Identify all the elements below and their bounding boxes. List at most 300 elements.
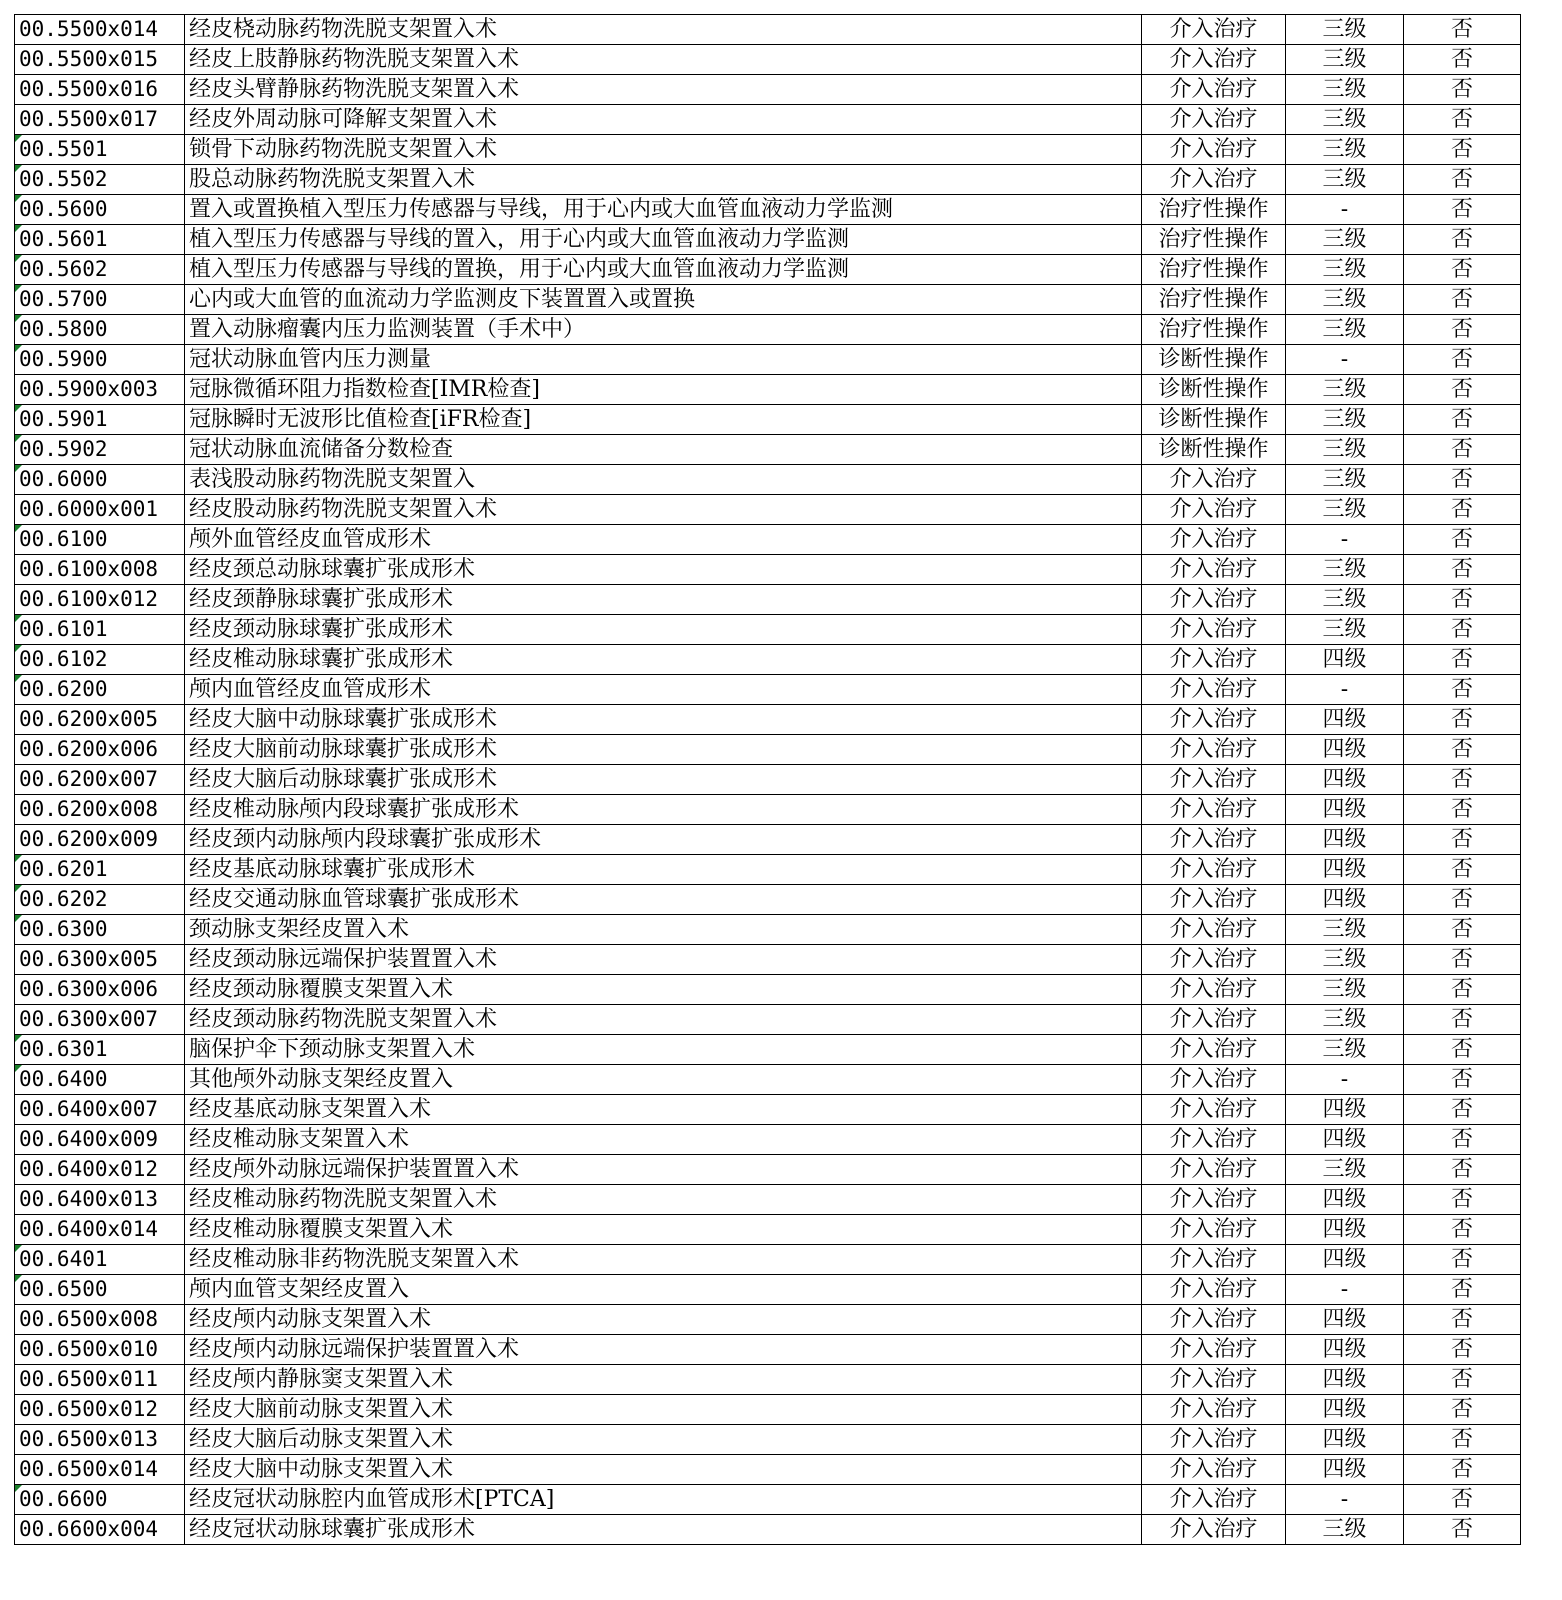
- table-row: [15, 675, 1521, 705]
- table-row: [15, 255, 1521, 285]
- procedure-level-cell[interactable]: 三级: [1286, 135, 1404, 165]
- procedure-level-cell[interactable]: 三级: [1286, 45, 1404, 75]
- procedure-code-cell[interactable]: 00.6300x006: [15, 975, 185, 1005]
- procedure-name-cell[interactable]: 经皮大脑前动脉支架置入术: [185, 1395, 1142, 1425]
- procedure-flag-cell[interactable]: 否: [1404, 15, 1521, 45]
- procedure-flag-cell[interactable]: 否: [1404, 1365, 1521, 1395]
- procedure-category-cell[interactable]: 介入治疗: [1142, 1395, 1286, 1425]
- procedure-name-cell[interactable]: 颅外血管经皮血管成形术: [185, 525, 1142, 555]
- procedure-flag-cell[interactable]: 否: [1404, 1215, 1521, 1245]
- procedure-flag-cell[interactable]: 否: [1404, 45, 1521, 75]
- procedure-code-cell[interactable]: 00.6400x013: [15, 1185, 185, 1215]
- procedure-level-cell[interactable]: 三级: [1286, 315, 1404, 345]
- procedure-flag-cell[interactable]: 否: [1404, 405, 1521, 435]
- procedure-name-cell[interactable]: 经皮股动脉药物洗脱支架置入术: [185, 495, 1142, 525]
- procedure-name-cell[interactable]: 置入动脉瘤囊内压力监测装置（手术中）: [185, 315, 1142, 345]
- procedure-code-cell[interactable]: 00.6200x006: [15, 735, 185, 765]
- table-row: [15, 1305, 1521, 1335]
- procedure-flag-cell[interactable]: 否: [1404, 1185, 1521, 1215]
- procedure-name-cell[interactable]: 冠状动脉血管内压力测量: [185, 345, 1142, 375]
- procedure-code-cell[interactable]: 00.6200x008: [15, 795, 185, 825]
- procedure-level-cell[interactable]: 四级: [1286, 1335, 1404, 1365]
- procedure-level-cell[interactable]: 四级: [1286, 825, 1404, 855]
- procedure-flag-cell[interactable]: 否: [1404, 1335, 1521, 1365]
- table-row: [15, 855, 1521, 885]
- procedure-category-cell[interactable]: 介入治疗: [1142, 855, 1286, 885]
- procedure-name-cell[interactable]: 经皮椎动脉支架置入术: [185, 1125, 1142, 1155]
- procedure-code-cell[interactable]: 00.6500x010: [15, 1335, 185, 1365]
- procedure-level-cell[interactable]: 三级: [1286, 75, 1404, 105]
- procedure-category-cell[interactable]: 诊断性操作: [1142, 375, 1286, 405]
- procedure-code-cell[interactable]: 00.5500x017: [15, 105, 185, 135]
- procedure-code-cell[interactable]: 00.5500x016: [15, 75, 185, 105]
- procedure-flag-cell[interactable]: 否: [1404, 855, 1521, 885]
- procedure-flag-cell[interactable]: 否: [1404, 1035, 1521, 1065]
- procedure-level-cell[interactable]: 三级: [1286, 1155, 1404, 1185]
- procedure-code-cell[interactable]: 00.6101: [15, 615, 185, 645]
- procedure-category-cell[interactable]: 介入治疗: [1142, 1425, 1286, 1455]
- procedure-level-cell[interactable]: 四级: [1286, 1095, 1404, 1125]
- procedure-category-cell[interactable]: 介入治疗: [1142, 765, 1286, 795]
- procedure-code-cell[interactable]: 00.6500: [15, 1275, 185, 1305]
- procedure-category-cell[interactable]: 介入治疗: [1142, 675, 1286, 705]
- table-row: [15, 1125, 1521, 1155]
- procedure-code-cell[interactable]: 00.6200x005: [15, 705, 185, 735]
- procedure-name-cell[interactable]: 经皮颈内动脉颅内段球囊扩张成形术: [185, 825, 1142, 855]
- procedure-category-cell[interactable]: 介入治疗: [1142, 1125, 1286, 1155]
- procedure-name-cell[interactable]: 经皮椎动脉球囊扩张成形术: [185, 645, 1142, 675]
- procedure-category-cell[interactable]: 介入治疗: [1142, 465, 1286, 495]
- procedure-category-cell[interactable]: 治疗性操作: [1142, 315, 1286, 345]
- procedure-level-cell[interactable]: 四级: [1286, 1215, 1404, 1245]
- procedure-code-cell[interactable]: 00.5900x003: [15, 375, 185, 405]
- procedure-flag-cell[interactable]: 否: [1404, 645, 1521, 675]
- procedure-flag-cell[interactable]: 否: [1404, 135, 1521, 165]
- procedure-category-cell[interactable]: 介入治疗: [1142, 525, 1286, 555]
- procedure-category-cell[interactable]: 介入治疗: [1142, 1185, 1286, 1215]
- procedure-name-cell[interactable]: 置入或置换植入型压力传感器与导线，用于心内或大血管血液动力学监测: [185, 195, 1142, 225]
- procedure-code-cell[interactable]: 00.6500x008: [15, 1305, 185, 1335]
- procedure-code-cell[interactable]: 00.6400x012: [15, 1155, 185, 1185]
- procedure-name-cell[interactable]: 脑保护伞下颈动脉支架置入术: [185, 1035, 1142, 1065]
- procedure-name-cell[interactable]: 经皮大脑中动脉球囊扩张成形术: [185, 705, 1142, 735]
- procedure-code-cell[interactable]: 00.5902: [15, 435, 185, 465]
- procedure-category-cell[interactable]: 介入治疗: [1142, 1155, 1286, 1185]
- procedure-code-cell[interactable]: 00.6100: [15, 525, 185, 555]
- procedure-level-cell[interactable]: 四级: [1286, 1125, 1404, 1155]
- procedure-level-cell[interactable]: 三级: [1286, 615, 1404, 645]
- procedure-code-cell[interactable]: 00.5901: [15, 405, 185, 435]
- procedure-code-cell[interactable]: 00.6500x014: [15, 1455, 185, 1485]
- procedure-level-cell[interactable]: 三级: [1286, 15, 1404, 45]
- procedure-flag-cell[interactable]: 否: [1404, 1245, 1521, 1275]
- procedure-flag-cell[interactable]: 否: [1404, 345, 1521, 375]
- procedure-category-cell[interactable]: 介入治疗: [1142, 735, 1286, 765]
- procedure-level-cell[interactable]: 三级: [1286, 945, 1404, 975]
- table-row: [15, 1425, 1521, 1455]
- procedure-flag-cell[interactable]: 否: [1404, 885, 1521, 915]
- procedure-flag-cell[interactable]: 否: [1404, 75, 1521, 105]
- procedure-flag-cell[interactable]: 否: [1404, 255, 1521, 285]
- procedure-name-cell[interactable]: 经皮椎动脉非药物洗脱支架置入术: [185, 1245, 1142, 1275]
- table-row: [15, 435, 1521, 465]
- procedure-code-cell[interactable]: 00.6500x013: [15, 1425, 185, 1455]
- procedure-flag-cell[interactable]: 否: [1404, 315, 1521, 345]
- procedure-level-cell[interactable]: 三级: [1286, 285, 1404, 315]
- procedure-level-cell[interactable]: 三级: [1286, 915, 1404, 945]
- procedure-code-cell[interactable]: 00.5700: [15, 285, 185, 315]
- procedure-name-cell[interactable]: 经皮上肢静脉药物洗脱支架置入术: [185, 45, 1142, 75]
- table-row: [15, 45, 1521, 75]
- procedure-category-cell[interactable]: 介入治疗: [1142, 1515, 1286, 1545]
- procedure-name-cell[interactable]: 经皮颅内静脉窦支架置入术: [185, 1365, 1142, 1395]
- procedure-flag-cell[interactable]: 否: [1404, 1305, 1521, 1335]
- procedure-level-cell[interactable]: -: [1286, 525, 1404, 555]
- table-row: [15, 735, 1521, 765]
- procedure-level-cell[interactable]: 三级: [1286, 165, 1404, 195]
- procedure-flag-cell[interactable]: 否: [1404, 195, 1521, 225]
- procedure-name-cell[interactable]: 经皮交通动脉血管球囊扩张成形术: [185, 885, 1142, 915]
- procedure-category-cell[interactable]: 介入治疗: [1142, 585, 1286, 615]
- procedure-flag-cell[interactable]: 否: [1404, 1275, 1521, 1305]
- procedure-flag-cell[interactable]: 否: [1404, 615, 1521, 645]
- procedure-name-cell[interactable]: 经皮基底动脉球囊扩张成形术: [185, 855, 1142, 885]
- procedure-category-cell[interactable]: 介入治疗: [1142, 945, 1286, 975]
- procedure-code-cell[interactable]: 00.5602: [15, 255, 185, 285]
- procedure-category-cell[interactable]: 介入治疗: [1142, 1065, 1286, 1095]
- procedure-level-cell[interactable]: 三级: [1286, 465, 1404, 495]
- procedure-name-cell[interactable]: 经皮头臂静脉药物洗脱支架置入术: [185, 75, 1142, 105]
- procedure-name-cell[interactable]: 经皮桡动脉药物洗脱支架置入术: [185, 15, 1142, 45]
- procedure-flag-cell[interactable]: 否: [1404, 285, 1521, 315]
- procedure-name-cell[interactable]: 冠脉微循环阻力指数检查[IMR检查]: [185, 375, 1142, 405]
- procedure-level-cell[interactable]: 四级: [1286, 855, 1404, 885]
- table-row: [15, 825, 1521, 855]
- procedure-name-cell[interactable]: 经皮颈动脉远端保护装置置入术: [185, 945, 1142, 975]
- procedure-name-cell[interactable]: 颅内血管支架经皮置入: [185, 1275, 1142, 1305]
- procedure-name-cell[interactable]: 经皮颈动脉球囊扩张成形术: [185, 615, 1142, 645]
- procedure-level-cell[interactable]: 三级: [1286, 225, 1404, 255]
- procedure-name-cell[interactable]: 股总动脉药物洗脱支架置入术: [185, 165, 1142, 195]
- table-row: [15, 315, 1521, 345]
- procedure-level-cell[interactable]: 三级: [1286, 975, 1404, 1005]
- procedure-level-cell[interactable]: 三级: [1286, 375, 1404, 405]
- procedure-flag-cell[interactable]: 否: [1404, 585, 1521, 615]
- procedure-name-cell[interactable]: 植入型压力传感器与导线的置入，用于心内或大血管血液动力学监测: [185, 225, 1142, 255]
- table-row: [15, 465, 1521, 495]
- table-row: [15, 645, 1521, 675]
- table-row: [15, 915, 1521, 945]
- procedure-name-cell[interactable]: 颈动脉支架经皮置入术: [185, 915, 1142, 945]
- procedure-code-cell[interactable]: 00.5900: [15, 345, 185, 375]
- table-row: [15, 1455, 1521, 1485]
- procedure-level-cell[interactable]: -: [1286, 1485, 1404, 1515]
- procedure-code-cell[interactable]: 00.5600: [15, 195, 185, 225]
- procedure-category-cell[interactable]: 介入治疗: [1142, 1455, 1286, 1485]
- table-row: [15, 945, 1521, 975]
- procedure-code-cell[interactable]: 00.6102: [15, 645, 185, 675]
- procedure-code-cell[interactable]: 00.6200x009: [15, 825, 185, 855]
- procedure-flag-cell[interactable]: 否: [1404, 495, 1521, 525]
- procedure-flag-cell[interactable]: 否: [1404, 945, 1521, 975]
- procedure-category-cell[interactable]: 介入治疗: [1142, 495, 1286, 525]
- table-row: [15, 135, 1521, 165]
- procedure-level-cell[interactable]: 四级: [1286, 1395, 1404, 1425]
- table-row: [15, 525, 1521, 555]
- procedure-category-cell[interactable]: 介入治疗: [1142, 825, 1286, 855]
- procedure-flag-cell[interactable]: 否: [1404, 1485, 1521, 1515]
- procedure-code-cell[interactable]: 00.5502: [15, 165, 185, 195]
- procedure-name-cell[interactable]: 经皮大脑后动脉支架置入术: [185, 1425, 1142, 1455]
- procedure-category-cell[interactable]: 介入治疗: [1142, 1095, 1286, 1125]
- table-row: [15, 1485, 1521, 1515]
- procedure-name-cell[interactable]: 经皮颈动脉覆膜支架置入术: [185, 975, 1142, 1005]
- procedure-name-cell[interactable]: 经皮椎动脉药物洗脱支架置入术: [185, 1185, 1142, 1215]
- procedure-name-cell[interactable]: 经皮大脑前动脉球囊扩张成形术: [185, 735, 1142, 765]
- procedure-code-cell[interactable]: 00.6000x001: [15, 495, 185, 525]
- procedure-category-cell[interactable]: 介入治疗: [1142, 1365, 1286, 1395]
- procedure-flag-cell[interactable]: 否: [1404, 555, 1521, 585]
- procedure-level-cell[interactable]: 四级: [1286, 1305, 1404, 1335]
- procedure-category-cell[interactable]: 介入治疗: [1142, 1035, 1286, 1065]
- procedure-code-cell[interactable]: 00.6400x007: [15, 1095, 185, 1125]
- procedure-flag-cell[interactable]: 否: [1404, 675, 1521, 705]
- table-row: [15, 1335, 1521, 1365]
- procedure-level-cell[interactable]: 四级: [1286, 1245, 1404, 1275]
- procedure-level-cell[interactable]: 四级: [1286, 705, 1404, 735]
- table-row: [15, 1035, 1521, 1065]
- procedure-flag-cell[interactable]: 否: [1404, 435, 1521, 465]
- table-row: [15, 795, 1521, 825]
- procedure-name-cell[interactable]: 经皮颈静脉球囊扩张成形术: [185, 585, 1142, 615]
- table-row: [15, 1215, 1521, 1245]
- procedure-name-cell[interactable]: 经皮大脑后动脉球囊扩张成形术: [185, 765, 1142, 795]
- procedure-name-cell[interactable]: 心内或大血管的血流动力学监测皮下装置置入或置换: [185, 285, 1142, 315]
- table-row: [15, 105, 1521, 135]
- procedure-category-cell[interactable]: 诊断性操作: [1142, 435, 1286, 465]
- table-row: [15, 885, 1521, 915]
- procedure-category-cell[interactable]: 诊断性操作: [1142, 405, 1286, 435]
- procedure-code-cell[interactable]: 00.6400x009: [15, 1125, 185, 1155]
- procedure-level-cell[interactable]: 三级: [1286, 1515, 1404, 1545]
- table-row: [15, 1005, 1521, 1035]
- procedure-code-cell[interactable]: 00.5601: [15, 225, 185, 255]
- procedure-name-cell[interactable]: 经皮椎动脉颅内段球囊扩张成形术: [185, 795, 1142, 825]
- procedure-name-cell[interactable]: 冠状动脉血流储备分数检查: [185, 435, 1142, 465]
- procedure-code-cell[interactable]: 00.5500x014: [15, 15, 185, 45]
- procedure-flag-cell[interactable]: 否: [1404, 375, 1521, 405]
- procedure-category-cell[interactable]: 介入治疗: [1142, 615, 1286, 645]
- procedure-category-cell[interactable]: 介入治疗: [1142, 1485, 1286, 1515]
- procedure-flag-cell[interactable]: 否: [1404, 1455, 1521, 1485]
- procedure-category-cell[interactable]: 介入治疗: [1142, 795, 1286, 825]
- procedure-flag-cell[interactable]: 否: [1404, 1155, 1521, 1185]
- procedure-code-cell[interactable]: 00.6300: [15, 915, 185, 945]
- table-row: [15, 375, 1521, 405]
- table-row: [15, 1395, 1521, 1425]
- procedure-flag-cell[interactable]: 否: [1404, 105, 1521, 135]
- procedure-flag-cell[interactable]: 否: [1404, 1065, 1521, 1095]
- procedure-level-cell[interactable]: 四级: [1286, 1185, 1404, 1215]
- procedure-code-cell[interactable]: 00.6400x014: [15, 1215, 185, 1245]
- procedure-code-cell[interactable]: 00.6201: [15, 855, 185, 885]
- procedure-code-cell[interactable]: 00.6301: [15, 1035, 185, 1065]
- table-row: [15, 225, 1521, 255]
- procedure-flag-cell[interactable]: 否: [1404, 1425, 1521, 1455]
- procedure-code-cell[interactable]: 00.6100x008: [15, 555, 185, 585]
- procedure-flag-cell[interactable]: 否: [1404, 795, 1521, 825]
- procedure-category-cell[interactable]: 介入治疗: [1142, 555, 1286, 585]
- table-row: [15, 705, 1521, 735]
- procedure-code-cell[interactable]: 00.5501: [15, 135, 185, 165]
- procedure-name-cell[interactable]: 经皮颈总动脉球囊扩张成形术: [185, 555, 1142, 585]
- procedure-code-cell[interactable]: 00.6200x007: [15, 765, 185, 795]
- procedure-category-cell[interactable]: 介入治疗: [1142, 75, 1286, 105]
- procedure-category-cell[interactable]: 介入治疗: [1142, 45, 1286, 75]
- procedure-name-cell[interactable]: 经皮冠状动脉腔内血管成形术[PTCA]: [185, 1485, 1142, 1515]
- procedure-name-cell[interactable]: 经皮颅外动脉远端保护装置置入术: [185, 1155, 1142, 1185]
- procedure-flag-cell[interactable]: 否: [1404, 1395, 1521, 1425]
- table-row: [15, 15, 1521, 45]
- procedure-category-cell[interactable]: 介入治疗: [1142, 105, 1286, 135]
- procedure-code-cell[interactable]: 00.6400: [15, 1065, 185, 1095]
- table-row: [15, 1065, 1521, 1095]
- procedure-name-cell[interactable]: 经皮颅内动脉支架置入术: [185, 1305, 1142, 1335]
- procedure-level-cell[interactable]: 四级: [1286, 1425, 1404, 1455]
- procedure-name-cell[interactable]: 经皮颈动脉药物洗脱支架置入术: [185, 1005, 1142, 1035]
- table-row: [15, 1095, 1521, 1125]
- procedure-category-cell[interactable]: 介入治疗: [1142, 1275, 1286, 1305]
- procedure-level-cell[interactable]: 四级: [1286, 795, 1404, 825]
- table-row: [15, 495, 1521, 525]
- procedure-category-cell[interactable]: 介入治疗: [1142, 915, 1286, 945]
- procedure-name-cell[interactable]: 其他颅外动脉支架经皮置入: [185, 1065, 1142, 1095]
- procedure-level-cell[interactable]: 三级: [1286, 1035, 1404, 1065]
- procedure-flag-cell[interactable]: 否: [1404, 225, 1521, 255]
- procedure-level-cell[interactable]: -: [1286, 675, 1404, 705]
- procedure-flag-cell[interactable]: 否: [1404, 825, 1521, 855]
- procedure-category-cell[interactable]: 介入治疗: [1142, 1245, 1286, 1275]
- procedure-level-cell[interactable]: -: [1286, 195, 1404, 225]
- table-row: [15, 1185, 1521, 1215]
- table-row: [15, 285, 1521, 315]
- procedure-code-cell[interactable]: 00.6500x012: [15, 1395, 185, 1425]
- procedure-level-cell[interactable]: 三级: [1286, 105, 1404, 135]
- table-row: [15, 165, 1521, 195]
- procedure-flag-cell[interactable]: 否: [1404, 975, 1521, 1005]
- procedure-flag-cell[interactable]: 否: [1404, 765, 1521, 795]
- table-row: [15, 1155, 1521, 1185]
- procedure-level-cell[interactable]: 四级: [1286, 735, 1404, 765]
- procedure-level-cell[interactable]: 三级: [1286, 495, 1404, 525]
- procedure-flag-cell[interactable]: 否: [1404, 465, 1521, 495]
- procedure-code-cell[interactable]: 00.6401: [15, 1245, 185, 1275]
- procedure-name-cell[interactable]: 表浅股动脉药物洗脱支架置入: [185, 465, 1142, 495]
- procedure-name-cell[interactable]: 经皮基底动脉支架置入术: [185, 1095, 1142, 1125]
- procedure-name-cell[interactable]: 经皮椎动脉覆膜支架置入术: [185, 1215, 1142, 1245]
- procedure-level-cell[interactable]: 四级: [1286, 1455, 1404, 1485]
- procedure-category-cell[interactable]: 介入治疗: [1142, 975, 1286, 1005]
- procedure-category-cell[interactable]: 介入治疗: [1142, 1335, 1286, 1365]
- procedure-category-cell[interactable]: 介入治疗: [1142, 885, 1286, 915]
- procedure-level-cell[interactable]: 三级: [1286, 555, 1404, 585]
- procedure-name-cell[interactable]: 锁骨下动脉药物洗脱支架置入术: [185, 135, 1142, 165]
- procedure-category-cell[interactable]: 治疗性操作: [1142, 225, 1286, 255]
- procedure-code-cell[interactable]: 00.6300x007: [15, 1005, 185, 1035]
- procedure-flag-cell[interactable]: 否: [1404, 1005, 1521, 1035]
- procedure-level-cell[interactable]: 三级: [1286, 585, 1404, 615]
- procedure-flag-cell[interactable]: 否: [1404, 1095, 1521, 1125]
- procedure-code-cell[interactable]: 00.6600: [15, 1485, 185, 1515]
- table-row: [15, 1275, 1521, 1305]
- procedure-name-cell[interactable]: 颅内血管经皮血管成形术: [185, 675, 1142, 705]
- procedure-level-cell[interactable]: 四级: [1286, 765, 1404, 795]
- procedure-level-cell[interactable]: 三级: [1286, 435, 1404, 465]
- procedure-level-cell[interactable]: 四级: [1286, 1365, 1404, 1395]
- procedure-flag-cell[interactable]: 否: [1404, 1515, 1521, 1545]
- procedure-name-cell[interactable]: 经皮冠状动脉球囊扩张成形术: [185, 1515, 1142, 1545]
- procedure-level-cell[interactable]: -: [1286, 1065, 1404, 1095]
- procedure-flag-cell[interactable]: 否: [1404, 165, 1521, 195]
- table-row: [15, 585, 1521, 615]
- procedure-category-cell[interactable]: 介入治疗: [1142, 705, 1286, 735]
- procedure-code-cell[interactable]: 00.6000: [15, 465, 185, 495]
- table-row: [15, 75, 1521, 105]
- procedure-table: [14, 14, 1521, 1545]
- procedure-level-cell[interactable]: -: [1286, 1275, 1404, 1305]
- procedure-category-cell[interactable]: 介入治疗: [1142, 1305, 1286, 1335]
- procedure-flag-cell[interactable]: 否: [1404, 735, 1521, 765]
- procedure-code-cell[interactable]: 00.6202: [15, 885, 185, 915]
- procedure-flag-cell[interactable]: 否: [1404, 1125, 1521, 1155]
- procedure-level-cell[interactable]: 四级: [1286, 885, 1404, 915]
- procedure-category-cell[interactable]: 诊断性操作: [1142, 345, 1286, 375]
- procedure-category-cell[interactable]: 治疗性操作: [1142, 195, 1286, 225]
- procedure-category-cell[interactable]: 治疗性操作: [1142, 285, 1286, 315]
- procedure-name-cell[interactable]: 经皮大脑中动脉支架置入术: [185, 1455, 1142, 1485]
- procedure-code-cell[interactable]: 00.6600x004: [15, 1515, 185, 1545]
- procedure-name-cell[interactable]: 冠脉瞬时无波形比值检查[iFR检查]: [185, 405, 1142, 435]
- table-row: [15, 345, 1521, 375]
- procedure-category-cell[interactable]: 介入治疗: [1142, 1005, 1286, 1035]
- procedure-category-cell[interactable]: 介入治疗: [1142, 15, 1286, 45]
- procedure-name-cell[interactable]: 植入型压力传感器与导线的置换，用于心内或大血管血液动力学监测: [185, 255, 1142, 285]
- procedure-name-cell[interactable]: 经皮外周动脉可降解支架置入术: [185, 105, 1142, 135]
- procedure-code-cell[interactable]: 00.6100x012: [15, 585, 185, 615]
- procedure-code-cell[interactable]: 00.6500x011: [15, 1365, 185, 1395]
- procedure-code-cell[interactable]: 00.5500x015: [15, 45, 185, 75]
- procedure-flag-cell[interactable]: 否: [1404, 525, 1521, 555]
- procedure-level-cell[interactable]: 三级: [1286, 405, 1404, 435]
- procedure-category-cell[interactable]: 治疗性操作: [1142, 255, 1286, 285]
- procedure-category-cell[interactable]: 介入治疗: [1142, 165, 1286, 195]
- procedure-category-cell[interactable]: 介入治疗: [1142, 1215, 1286, 1245]
- procedure-category-cell[interactable]: 介入治疗: [1142, 135, 1286, 165]
- procedure-flag-cell[interactable]: 否: [1404, 915, 1521, 945]
- procedure-level-cell[interactable]: 三级: [1286, 255, 1404, 285]
- table-row: [15, 975, 1521, 1005]
- procedure-code-cell[interactable]: 00.6300x005: [15, 945, 185, 975]
- table-row: [15, 615, 1521, 645]
- procedure-level-cell[interactable]: -: [1286, 345, 1404, 375]
- procedure-code-cell[interactable]: 00.5800: [15, 315, 185, 345]
- procedure-level-cell[interactable]: 四级: [1286, 645, 1404, 675]
- procedure-code-cell[interactable]: 00.6200: [15, 675, 185, 705]
- procedure-category-cell[interactable]: 介入治疗: [1142, 645, 1286, 675]
- procedure-flag-cell[interactable]: 否: [1404, 705, 1521, 735]
- procedure-name-cell[interactable]: 经皮颅内动脉远端保护装置置入术: [185, 1335, 1142, 1365]
- procedure-level-cell[interactable]: 三级: [1286, 1005, 1404, 1035]
